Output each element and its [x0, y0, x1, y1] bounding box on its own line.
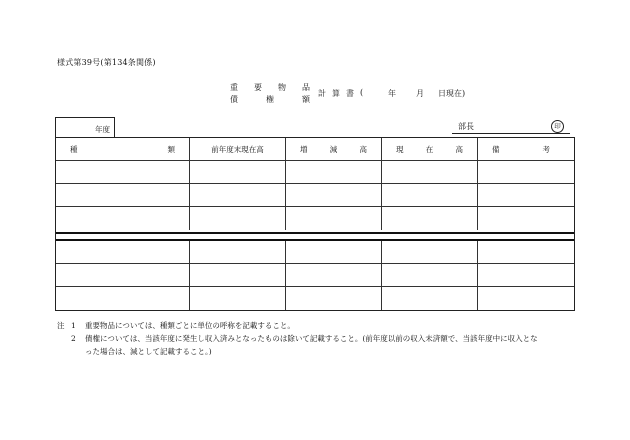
notes-prefix-spacer — [57, 332, 71, 345]
fiscal-year-label: 年度 — [95, 125, 110, 134]
header-prev-balance: 前年度末現在高 — [190, 138, 286, 160]
cell-remarks[interactable] — [478, 241, 574, 263]
calculation-table — [55, 137, 575, 311]
heading-line-claims — [230, 94, 310, 105]
cell-current[interactable] — [382, 287, 478, 310]
header-char: 減 — [329, 144, 338, 154]
cell-remarks[interactable] — [478, 264, 574, 286]
heading-year: 年 — [388, 89, 396, 98]
heading-char: 要 — [254, 83, 262, 92]
cell-remarks[interactable] — [478, 161, 574, 183]
heading-date-suffix: 日現在) — [438, 89, 466, 98]
heading-char: 額 — [302, 95, 310, 104]
header-char: 高 — [455, 144, 463, 154]
header-char: 増 — [300, 144, 308, 154]
cell-prev-balance[interactable] — [190, 287, 286, 310]
header-change — [286, 138, 382, 160]
heading-char: 権 — [266, 95, 274, 104]
cell-change[interactable] — [286, 207, 382, 230]
heading-char: 重 — [230, 83, 238, 92]
department-head-label: 部長 — [458, 122, 474, 131]
header-char: 考 — [542, 144, 550, 154]
note-number: 2 — [71, 334, 76, 343]
note-continuation — [57, 345, 587, 358]
cell-current[interactable] — [382, 184, 478, 206]
table-header-row — [56, 138, 574, 161]
cell-current[interactable] — [382, 161, 478, 183]
note-item — [57, 319, 587, 332]
heading-char: 物 — [278, 83, 286, 92]
cell-kind[interactable] — [56, 184, 190, 206]
cell-kind[interactable] — [56, 287, 190, 310]
table-row — [56, 161, 574, 184]
form-number: 様式第39号(第134条関係) — [57, 58, 156, 67]
header-char: 種 — [70, 144, 78, 154]
cell-kind[interactable] — [56, 264, 190, 286]
cell-change[interactable] — [286, 184, 382, 206]
header-char: 備 — [492, 144, 500, 154]
cell-prev-balance[interactable] — [190, 161, 286, 183]
cell-current[interactable] — [382, 241, 478, 263]
heading-char: 計 — [318, 89, 326, 98]
cell-change[interactable] — [286, 264, 382, 286]
note-text: 債権については、当該年度に発生し収入済みとなったものは除いて記載すること。(前年度以前の収入未済額で、当該年度中に収入とな — [85, 334, 538, 343]
note-number: 1 — [71, 321, 76, 330]
header-char: 現 — [396, 144, 404, 154]
cell-prev-balance[interactable] — [190, 184, 286, 206]
cell-change[interactable] — [286, 161, 382, 183]
cell-prev-balance[interactable] — [190, 241, 286, 263]
cell-remarks[interactable] — [478, 184, 574, 206]
heading-month: 月 — [416, 89, 424, 98]
header-remarks — [478, 138, 574, 160]
table-row — [56, 241, 574, 264]
cell-kind[interactable] — [56, 241, 190, 263]
seal-icon: 印 — [551, 120, 564, 133]
header-current — [382, 138, 478, 160]
cell-prev-balance[interactable] — [190, 207, 286, 230]
header-kind — [56, 138, 190, 160]
header-char: 在 — [425, 144, 434, 154]
cell-kind[interactable] — [56, 161, 190, 183]
header-char: 類 — [167, 144, 175, 154]
heading-stack — [230, 82, 310, 105]
table-row — [56, 207, 574, 230]
cell-change[interactable] — [286, 241, 382, 263]
notes-section — [57, 319, 587, 358]
heading-char: 算 — [332, 89, 340, 98]
heading-paren: ( — [360, 88, 364, 97]
heading-char: 債 — [230, 95, 238, 104]
heading-char: 書 — [346, 89, 354, 98]
table-row — [56, 287, 574, 310]
cell-prev-balance[interactable] — [190, 264, 286, 286]
cell-current[interactable] — [382, 264, 478, 286]
heading-title-rest — [318, 88, 465, 99]
table-row — [56, 184, 574, 207]
cell-remarks[interactable] — [478, 207, 574, 230]
cell-kind[interactable] — [56, 207, 190, 230]
heading-char: 品 — [302, 83, 310, 92]
cell-current[interactable] — [382, 207, 478, 230]
cell-change[interactable] — [286, 287, 382, 310]
note-item — [57, 332, 587, 345]
section-divider — [56, 232, 574, 241]
note-text-continuation: った場合は、減として記載すること。) — [85, 347, 212, 356]
header-char: 高 — [359, 144, 367, 154]
cell-remarks[interactable] — [478, 287, 574, 310]
fiscal-year-field[interactable] — [55, 117, 115, 137]
table-row — [56, 264, 574, 287]
notes-prefix: 注 — [57, 321, 65, 330]
heading-line-important-goods — [230, 82, 310, 93]
note-text: 重要物品については、種類ごとに単位の呼称を記載すること。 — [85, 321, 295, 330]
department-head-field[interactable] — [452, 121, 570, 134]
